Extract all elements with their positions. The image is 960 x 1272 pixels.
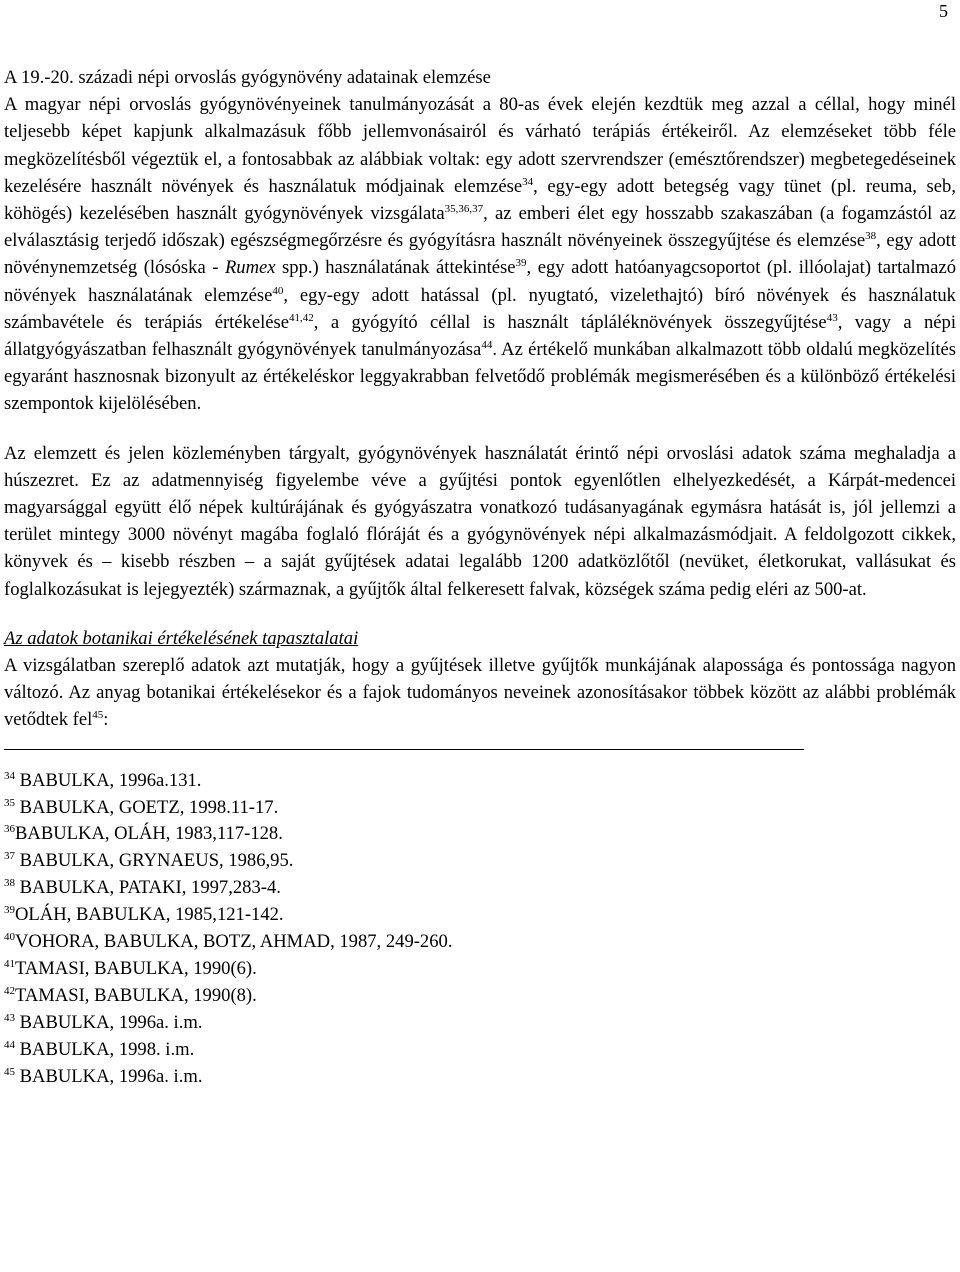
- footnote-text: BABULKA, OLÁH, 1983,117-128.: [15, 823, 283, 845]
- footnote-text: BABULKA, PATAKI, 1997,283-4.: [15, 877, 281, 899]
- footnote-text: TAMASI, BABULKA, 1990(6).: [15, 958, 257, 980]
- footnote-text: BABULKA, 1996a. i.m.: [15, 1065, 203, 1087]
- footnote-ref[interactable]: 41,42: [289, 311, 314, 324]
- section-text-end: :: [103, 709, 109, 731]
- footnote-text: BABULKA, GRYNAEUS, 1986,95.: [15, 850, 294, 872]
- footnote-text: BABULKA, GOETZ, 1998.11-17.: [15, 796, 279, 818]
- footnote-item: [4, 768, 956, 795]
- section-block: [4, 625, 956, 734]
- footnote-item: [4, 956, 956, 983]
- p1-text: , az emberi élet egy hosszabb szakaszában (a fogamzástól az elválasztásig terjedő időszak) egészségmegőrzésre és gyógyításra használt növényeinek összegyűjtése és elemzése: [4, 203, 956, 252]
- footnote-ref[interactable]: 39: [515, 257, 527, 270]
- section-text: A vizsgálatban szereplő adatok azt mutatják, hogy a gyűjtések illetve gyűjtők munkájának alapossága és pontossága nagyon változó. Az anyag botanikai értékelésekor és a fajok tudományos neveinek azonosításakor többek között az alábbi problémák vetődtek fel: [4, 655, 956, 731]
- paragraph-data-volume: Az elemzett és jelen közleményben tárgyalt, gyógynövények használatát érintő népi orvoslási adatok száma meghaladja a húszezret. Ez az adatmennyiség figyelembe véve a gyűjtési pontok egyenlőtlen elhelyezkedését, a Kárpát-medencei magyarsággal együtt élő népek kultúrájának és gyógyászatra vonatkozó tudásanyagának egymásra hatását is, jól jellemzi a terület mintegy 3000 növényt magába foglaló flóráját és a gyógynövények népi alkalmazásmódjait. A feldolgozott cikkek, könyvek és – kisebb részben – a saját gyűjtések adatai legalább 1200 adatközlőtől (nevüket, életkorukat, vallásukat és foglalkozásukat is lejegyezték) származnak, a gyűjtők által felkeresett falvak, községek száma pedig eléri az 500-at.: [4, 442, 956, 600]
- footnote-number: 39: [4, 904, 15, 917]
- footnote-number: 41: [4, 958, 15, 971]
- p1-text: , egy-egy adott betegség vagy tünet (pl. reuma, seb, köhögés) kezelésében használt gyógynövények vizsgálata: [4, 175, 956, 225]
- page-title: A 19.-20. századi népi orvoslás gyógynövény adatainak elemzése: [4, 67, 491, 88]
- paragraph-intro: [4, 91, 956, 417]
- p1-text: spp.) használatának áttekintése: [275, 257, 516, 279]
- footnote-number: 44: [4, 1038, 15, 1051]
- footnote-item: [4, 875, 956, 902]
- footnotes-list: [4, 768, 956, 1091]
- footnote-item: [4, 795, 956, 822]
- footnote-number: 35: [4, 796, 15, 809]
- footnote-text: BABULKA, 1996a.131.: [15, 769, 202, 791]
- footnote-text: TAMASI, BABULKA, 1990(8).: [15, 984, 257, 1006]
- intro-text: A magyar népi orvoslás gyógynövényeinek tanulmányozását a 80-as évek elején kezdtük meg azzal a céllal, hogy minél teljesebb képet kapjunk alkalmazásuk főbb jellemvonásairól és várható terápiás értékeiről.: [4, 94, 956, 143]
- footnote-item: [4, 848, 956, 875]
- footnote-ref[interactable]: 40: [272, 284, 284, 297]
- footnote-ref[interactable]: 34: [522, 175, 534, 188]
- footnote-text: BABULKA, 1998. i.m.: [15, 1038, 195, 1060]
- footnote-number: 40: [4, 931, 15, 944]
- section-heading: Az adatok botanikai értékelésének tapasztalatai: [4, 627, 359, 649]
- footnote-item: [4, 1064, 956, 1091]
- footnote-number: 36: [4, 823, 15, 836]
- footnote-ref[interactable]: 44: [481, 339, 493, 352]
- p1-text: . Az értékelő munkában alkalmazott több oldalú megközelítés egyaránt hasznosnak bizonyult az értékeléskor leggyakrabban felvetődő problémák megismerésében és a különböző értékelési szempontok kijelölésében.: [4, 339, 956, 415]
- p1-text: , egy-egy adott hatással (pl. nyugtató, vizelethajtó) bíró növények és használatuk számbavétele és terápiás értékelése: [4, 284, 956, 333]
- footnote-item: [4, 1010, 956, 1037]
- footnote-ref[interactable]: 43: [826, 311, 838, 324]
- footnote-number: 45: [4, 1065, 15, 1078]
- footnote-number: 34: [4, 769, 15, 782]
- footnote-ref[interactable]: 45: [92, 709, 104, 722]
- footnote-text: VOHORA, BABULKA, BOTZ, AHMAD, 1987, 249-260.: [15, 931, 453, 953]
- page-number: 5: [939, 1, 948, 21]
- footnote-item: [4, 983, 956, 1010]
- footnote-number: 43: [4, 1011, 15, 1024]
- footnote-item: [4, 929, 956, 956]
- p1-text: , vagy a népi állatgyógyászatban felhasznált gyógynövények tanulmányozása: [4, 311, 956, 361]
- p1-text: Az elemzéseket több féle megközelítésből végeztük el, a fontosabbak az alábbiak voltak: egy adott szervrendszer (emésztőrendszer) megbetegedéseinek kezelésére használt növények és használatuk módjainak elemzése: [4, 121, 956, 197]
- species-name: Rumex: [224, 257, 276, 279]
- footnote-item: [4, 821, 956, 848]
- footnote-number: 38: [4, 877, 15, 890]
- footnote-item: [4, 1037, 956, 1064]
- p1-text: , egy adott növénynemzetség (lósóska -: [4, 230, 956, 279]
- p1-text: , egy adott hatóanyagcsoportot (pl. illóolajat) tartalmazó növények használatának elemzése: [4, 257, 956, 306]
- footnote-separator: [4, 749, 804, 750]
- document-body: [4, 64, 956, 1091]
- footnote-text: OLÁH, BABULKA, 1985,121-142.: [15, 904, 284, 926]
- p1-text: , a gyógyító céllal is használt tápláléknövények összegyűjtése: [313, 311, 827, 333]
- footnote-number: 42: [4, 984, 15, 997]
- footnote-item: [4, 902, 956, 929]
- footnote-number: 37: [4, 850, 15, 863]
- footnote-text: BABULKA, 1996a. i.m.: [15, 1011, 203, 1033]
- footnote-ref[interactable]: 38: [865, 230, 877, 243]
- footnote-ref[interactable]: 35,36,37: [444, 203, 484, 216]
